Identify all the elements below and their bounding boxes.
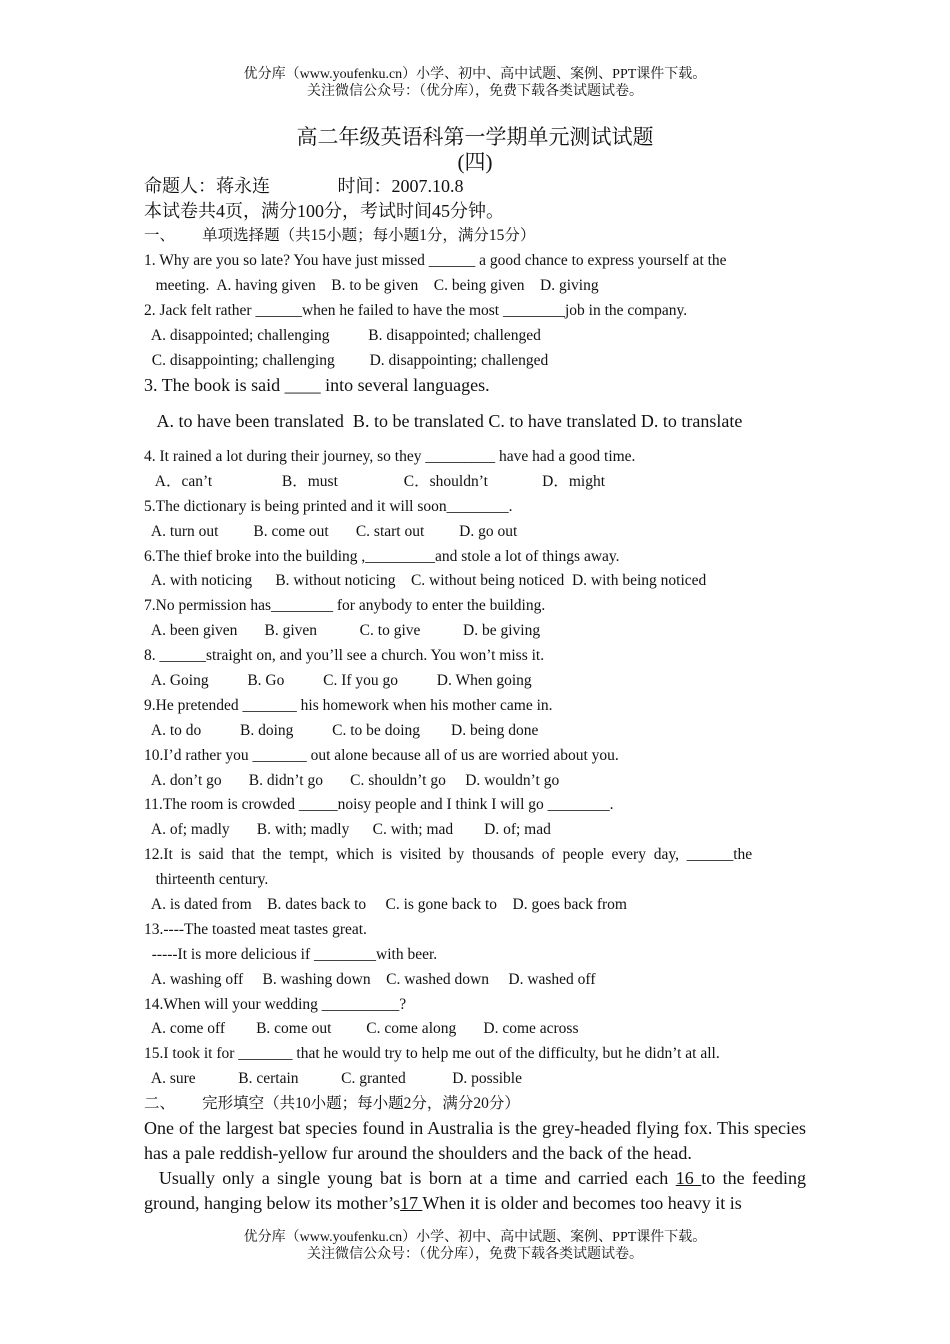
question-line: 10.I’d rather you _______ out alone because all of us are worried about you. [144,747,619,764]
question-line: 1. Why are you so late? You have just missed ______ a good chance to express yourself at the [144,252,727,269]
header-line-1: 优分库（www.youfenku.cn）小学、初中、高中试题、案例、PPT课件下载。 [243,67,707,82]
section-1-heading: 一、 单项选择题（共15小题；每小题1分，满分15分） [144,227,536,244]
question-line: 4. It rained a lot during their journey, so they _________ have had a good time. [144,448,636,465]
question-line: 14.When will your wedding __________? [144,996,407,1013]
cloze-text: Usually only a single young bat is born at a time and carried each [144,1168,676,1188]
question-line: A. of; madly B. with; madly C. with; mad D. of; mad [144,821,551,838]
section-2-heading: 二、 完形填空（共10小题；每小题2分，满分20分） [144,1095,520,1112]
question-line: A. been given B. given C. to give D. be giving [144,622,541,639]
question-line: C. disappointing; challenging D. disappointing; challenged [144,352,549,369]
info-line: 本试卷共4页，满分100分，考试时间45分钟。 [144,201,504,221]
question-line: A. turn out B. come out C. start out D. go out [144,523,518,540]
question-line: 3. The book is said ____ into several languages. [144,375,490,395]
question-line: A. disappointed; challenging B. disappointed; challenged [144,327,541,344]
question-line: A. sure B. certain C. granted D. possible [144,1070,522,1087]
question-line: thirteenth century. [144,871,269,888]
page-footer [0,1229,950,1263]
question-line: A. come off B. come out C. come along D. come across [144,1020,579,1037]
question-line: A. to do B. doing C. to be doing D. being done [144,722,539,739]
cloze-paragraph-1: One of the largest bat species found in Australia is the grey-headed flying fox. This species has a pale reddish-yellow fur around the shoulders and the back of the head. [144,1118,806,1163]
cloze-blank-16: 16 [675,1168,702,1188]
cloze-paragraph-2 [144,1166,806,1216]
question-line: 15.I took it for _______ that he would try to help me out of the difficulty, but he didn’t at all. [144,1045,720,1062]
document-subtitle: (四) [457,150,493,174]
question-line: A. Going B. Go C. If you go D. When going [144,672,532,689]
question-line: 11.The room is crowded _____noisy people and I think I will go ________. [144,796,614,813]
footer-line-1: 优分库（www.youfenku.cn）小学、初中、高中试题、案例、PPT课件下载。 [243,1230,707,1245]
page-header [0,66,950,100]
question-line: A. don’t go B. didn’t go C. shouldn’t go D. wouldn’t go [144,772,560,789]
question-line: meeting. A. having given B. to be given C. being given D. giving [144,277,599,294]
question-line: 5.The dictionary is being printed and it will soon________. [144,498,513,515]
cloze-text: When it is older and becomes too heavy it is [422,1193,742,1213]
question-line: A．can’t B．must C．shouldn’t D．might [144,473,605,490]
question-line: 12.It is said that the tempt, which is visited by thousands of people every day, ______the [144,846,753,863]
author-line: 命题人：蒋永连 时间：2007.10.8 [144,176,464,196]
question-line: 7.No permission has________ for anybody to enter the building. [144,597,546,614]
question-line: 8. ______straight on, and you’ll see a church. You won’t miss it. [144,647,545,664]
question-line: A. is dated from B. dates back to C. is gone back to D. goes back from [144,896,627,913]
question-line: 2. Jack felt rather ______when he failed to have the most ________job in the company. [144,302,688,319]
cloze-text: to the feeding ground, hanging below its mother’s [144,1168,807,1213]
question-line: A. to have been translated B. to be translated C. to have translated D. to translate [144,411,743,431]
header-line-2: 关注微信公众号：（优分库），免费下载各类试题试卷。 [307,84,643,99]
document-title: 高二年级英语科第一学期单元测试试题 [296,125,654,149]
footer-line-2: 关注微信公众号：（优分库），免费下载各类试题试卷。 [307,1247,643,1262]
cloze-blank-17: 17 [400,1193,423,1213]
question-line: 13.----The toasted meat tastes great. [144,921,367,938]
question-line: 9.He pretended _______ his homework when his mother came in. [144,697,553,714]
question-line: A. with noticing B. without noticing C. without being noticed D. with being noticed [144,572,707,589]
question-line: 6.The thief broke into the building ,_________and stole a lot of things away. [144,548,620,565]
question-line: -----It is more delicious if ________with beer. [144,946,438,963]
question-line: A. washing off B. washing down C. washed down D. washed off [144,971,596,988]
